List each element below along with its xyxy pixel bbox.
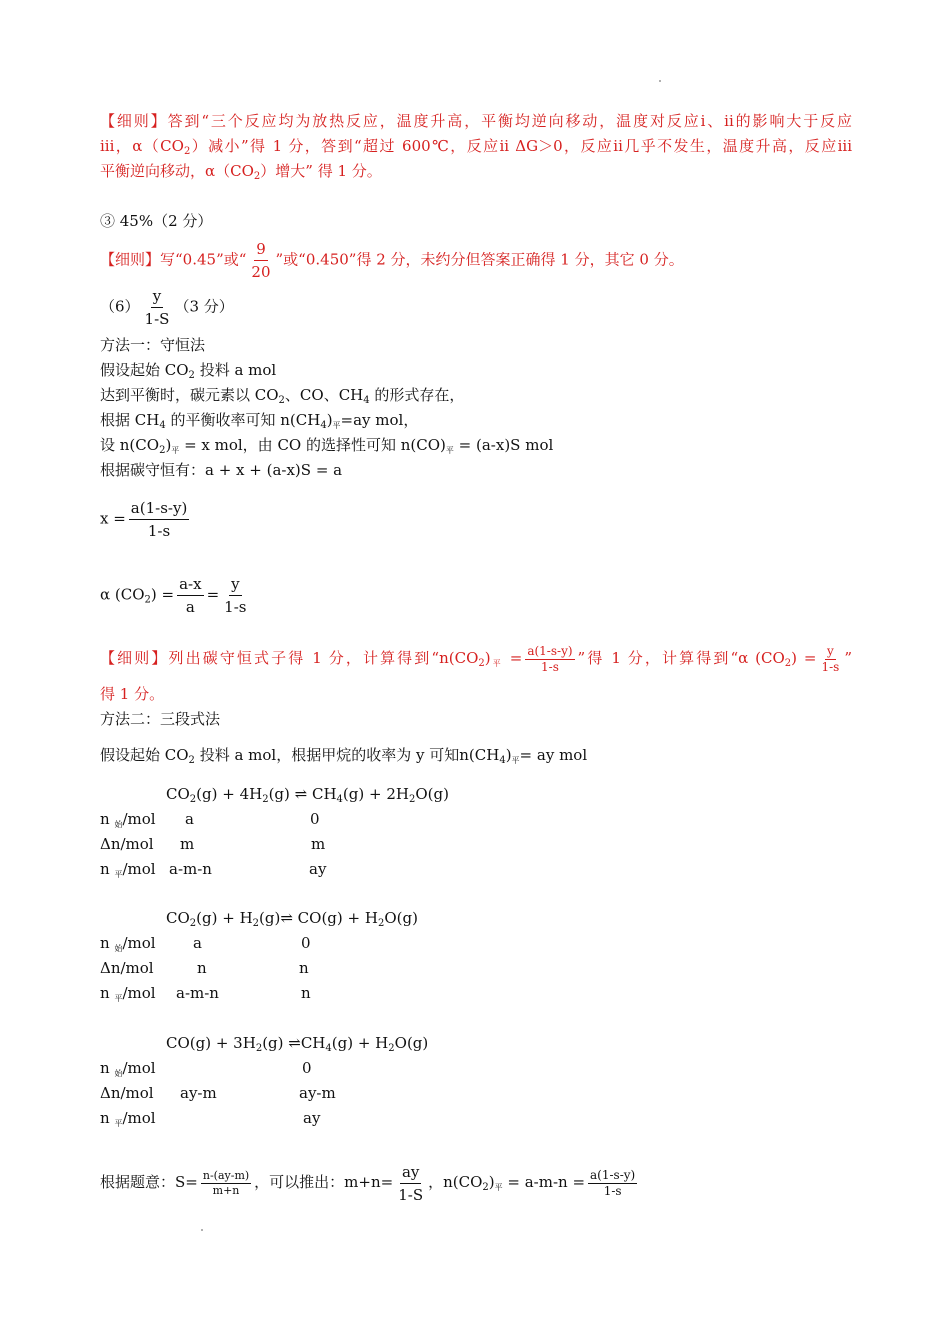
alpha-equation: α $(CO_2)$ = $\frac{a-x}{a}$ = $\frac{y}{1-s}$ (100, 575, 247, 616)
r1-eq-label: n $_平$/mol (100, 860, 156, 879)
method1-line5: 根据碳守恒有：a + x + (a-x)S = a (100, 461, 343, 479)
r1-start-co2: a (185, 810, 194, 828)
method1-line4: 设 $n(CO_2)_平 = x$ mol，由 CO 的选择性可知 $n(CO)_平 = (a-x)S$ mol (100, 436, 554, 456)
r2-eq-co: n (301, 984, 311, 1002)
reaction3-equation: $CO(g) + 3H_2(g)$ $\rightleftharpoons CH_4(g) + H_2O(g)$ (166, 1034, 429, 1054)
method2-title: 方法二：三段式法 (100, 710, 221, 728)
r3-eq-label: n $_平$/mol (100, 1109, 156, 1128)
fraction-y-1-S: $\frac{y}{1-S}$ (144, 287, 170, 328)
r1-delta-ch4: m (311, 835, 326, 853)
rule3-line1: 【细则】列出碳守恒式子得 1 分，计算得到“$n(CO_2)_平$ = $\frac{a(1-s-y)}{1-s}$ ”得 1 分，计算得到“α $(CO_2)$ = $\frac{y}{1-s}$ ” (100, 643, 852, 674)
r3-delta-co: ay-m (180, 1084, 217, 1102)
reaction1-equation: $CO_2(g) + 4H_2(g)$ ⇌ $CH_4(g) + 2H_2O(g)$ (166, 785, 449, 805)
fraction-rule3-2: $\frac{y}{1-s}$ (821, 643, 840, 674)
q3-answer: ③ 45%（2 分） (100, 212, 213, 230)
r2-eq-co2: a-m-n (176, 984, 219, 1002)
scan-dot-bottom (201, 1229, 203, 1231)
fraction-alpha-1: $\frac{a-x}{a}$ (179, 575, 202, 616)
fraction-alpha-2: $\frac{y}{1-s}$ (224, 575, 247, 616)
r1-eq-ch4: ay (309, 860, 327, 878)
fraction-rule3-1: $\frac{a(1-s-y)}{1-s}$ (527, 643, 573, 674)
rule1-line3: 平衡逆向移动，$\alpha(CO_2)$增大” 得 1 分。 (100, 162, 382, 182)
r1-eq-co2: a-m-n (169, 860, 212, 878)
method2-intro: 假设起始 $CO_2$ 投料 a mol，根据甲烷的收率为 y 可知$n(CH_4)_平=$ ay mol (100, 746, 588, 766)
r1-delta-label: Δn/mol (100, 835, 154, 853)
rule-label: 【细则】 (100, 112, 168, 130)
rule2-line: 【细则】写“0.45”或“ $\frac{9}{20}$ ”或“0.450”得 2 分，未约分但答案正确得 1 分，其它 0 分。 (100, 240, 684, 281)
fraction-x: $\frac{a(1-s-y)}{1-s}$ (130, 499, 188, 540)
r2-start-co2: a (193, 934, 202, 952)
method1-line3: 根据 $CH_4$ 的平衡收率可知 $n(CH_4)_平=ay$ mol， (100, 411, 419, 431)
r2-start-co: 0 (301, 934, 311, 952)
r1-start-ch4: 0 (310, 810, 320, 828)
rule1-line1: 【细则】答到“三个反应均为放热反应，温度升高，平衡均逆向移动，温度对反应i、ii的影响大于反应 (100, 112, 852, 130)
method1-line1: 假设起始 $CO_2$ 投料 a mol (100, 361, 277, 381)
fraction-S: $\frac{n-(ay-m)}{m+n}$ (202, 1168, 250, 1197)
scan-dot-top (659, 80, 661, 82)
fraction-n-co2: $\frac{a(1-s-y)}{1-s}$ (590, 1167, 636, 1198)
r3-start-label: n $_始$/mol (100, 1059, 156, 1078)
fraction-m-plus-n: $\frac{ay}{1-S}$ (398, 1162, 424, 1204)
r3-delta-ch4: ay-m (299, 1084, 336, 1102)
rule3-line2: 得 1 分。 (100, 685, 165, 703)
r2-delta-co: n (299, 959, 309, 977)
fraction-9-20: $\frac{9}{20}$ (251, 240, 271, 281)
method1-line2: 达到平衡时，碳元素以 $CO_2$、CO、$CH_4$ 的形式存在， (100, 386, 465, 406)
r2-start-label: n $_始$/mol (100, 934, 156, 953)
r1-delta-co2: m (180, 835, 195, 853)
r3-delta-label: Δn/mol (100, 1084, 154, 1102)
r3-start-ch4: 0 (302, 1059, 312, 1077)
method1-title: 方法一：守恒法 (100, 336, 206, 354)
r2-delta-label: Δn/mol (100, 959, 154, 977)
r1-start-label: n $_始$/mol (100, 810, 156, 829)
reaction2-equation: $CO_2(g)$ + $H_2(g)\rightleftharpoons$ $CO(g) + H_2O(g)$ (166, 909, 418, 929)
r2-delta-co2: n (197, 959, 207, 977)
r3-eq-ch4: ay (303, 1109, 321, 1127)
r2-eq-label: n $_平$/mol (100, 984, 156, 1003)
final-derivation: 根据题意：S= $\frac{n-(ay-m)}{m+n}$ ，可以推出：m+n= $\frac{ay}{1-S}$ ，$n(CO_2)_平 = a-m-n$ = $\frac{a(1-s-y)}{1-s}$ (100, 1162, 636, 1204)
x-equation: x = $\frac{a(1-s-y)}{1-s}$ (100, 499, 188, 540)
rule1-line2: iii，$\alpha(CO_2)$减小”得 1 分，答到“超过 600℃，反应ii ΔG＞0，反应ii几乎不发生，温度升高，反应iii (100, 137, 852, 157)
q6-answer: （6） $\frac{y}{1-S}$ （3 分） (100, 287, 234, 328)
